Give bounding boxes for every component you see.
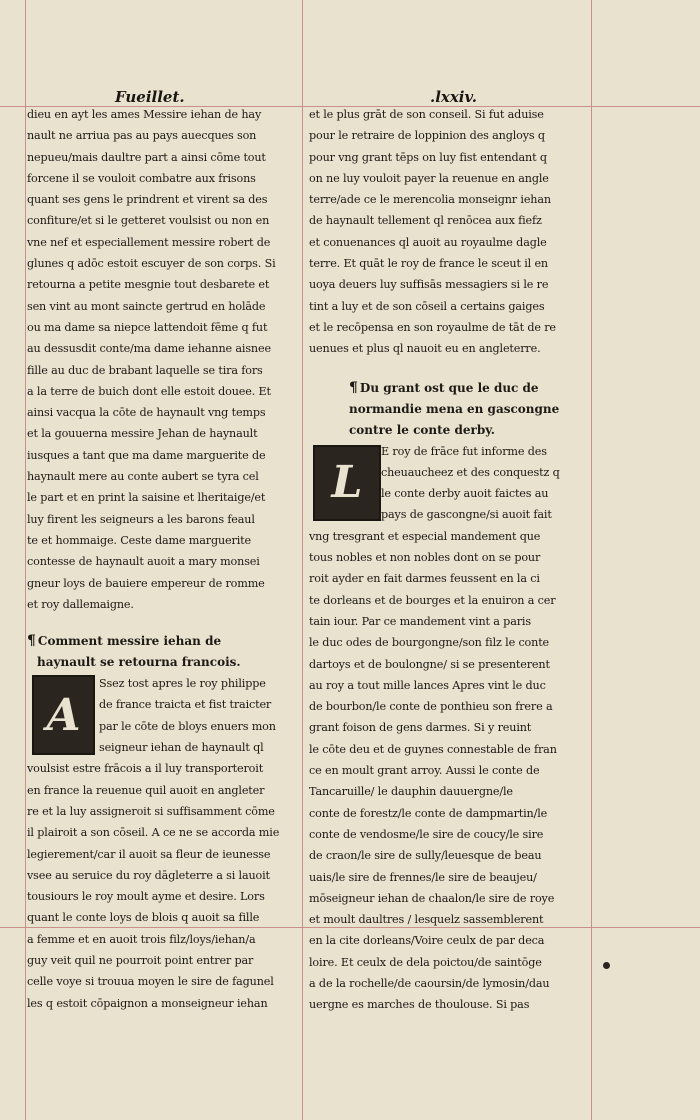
text-line: roit ayder en fait darmes feussent en la ci (309, 572, 540, 586)
left-column (27, 104, 295, 1014)
text-line: confiture/et si le getteret voulsist ou non en (27, 214, 270, 228)
text-line: et conuenances ql auoit au royaulme dagle (309, 235, 547, 249)
text-line: uais/le sire de frennes/le sire de beaujeu/ (309, 870, 537, 884)
folio-header-left: Fueillet. (115, 88, 185, 106)
text-line: le conte derby auoit faictes au (381, 487, 549, 501)
text-line: fille au duc de brabant laquelle se tira fors (27, 363, 263, 377)
text-line: pays de gascongne/si auoit fait (381, 508, 552, 522)
text-line: a la terre de buich dont elle estoit douee. Et (27, 384, 271, 398)
text-line: cheuaucheez et des conquestz q (381, 465, 560, 479)
decorated-initial: L (313, 445, 381, 521)
paragraph-mark-icon: ¶ (27, 633, 36, 650)
text-line: nepueu/mais daultre part a ainsi cōme tout (27, 150, 266, 164)
text-line: luy firent les seigneurs a les barons feaul (27, 512, 255, 526)
text-line: te et hommaige. Ceste dame marguerite (27, 533, 251, 547)
text-line: vsee au seruice du roy dāgleterre a si lauoit (27, 868, 270, 882)
margin-rule-left (25, 0, 26, 1120)
folio-header-right: .lxxiv. (430, 88, 477, 106)
text-line: et moult daultres / lesquelz sassemblerent (309, 913, 544, 927)
text-line: on ne luy vouloit payer la reuenue en angle (309, 171, 549, 185)
text-line: ainsi vacqua la cōte de haynault vng temps (27, 406, 266, 420)
column-rule-middle (302, 0, 303, 1120)
text-line: dartoys et de boulongne/ si se presenterent (309, 657, 550, 671)
chapter-heading (309, 378, 587, 399)
text-line: uoya deuers luy suffisās messagiers si le re (309, 278, 549, 292)
text-line: glunes q adōc estoit escuyer de son corps. Si (27, 257, 276, 271)
text-line: sen vint au mont saincte gertrud en holāde (27, 299, 266, 313)
text-line: en france la reuenue quil auoit en angleter (27, 783, 265, 797)
text-line: ou ma dame sa niepce lattendoit fēme q fut (27, 320, 268, 334)
text-line: gneur loys de bauiere empereur de romme (27, 576, 265, 590)
text-line: vne nef et especiallement messire robert de (27, 235, 271, 249)
text-line: au roy a tout mille lances Apres vint le duc (309, 678, 546, 692)
text-line: tousiours le roy moult ayme et desire. Lors (27, 890, 265, 904)
text-line: loire. Et ceulx de dela poictou/de saintōge (309, 955, 542, 969)
text-line: a de la rochelle/de caoursin/de lymosin/dau (309, 976, 550, 990)
text-line: de bourbon/le conte de ponthieu son frere a (309, 700, 553, 714)
text-line: tain iour. Par ce mandement vint a paris (309, 614, 531, 628)
text-line: il plairoit a son cōseil. A ce ne se accorda mie (27, 826, 280, 840)
text-line: quant ses gens le prindrent et virent sa des (27, 193, 268, 207)
text-line: conte de vendosme/le sire de coucy/le sire (309, 827, 544, 841)
text-line: guy veit quil ne pourroit point entrer par (27, 953, 254, 967)
text-line: de haynault tellement ql renōcea aux fiefz (309, 214, 542, 228)
text-line: nault ne arriua pas au pays auecques son (27, 129, 257, 143)
text-line: seigneur iehan de haynault ql (99, 741, 264, 755)
text-line: en la cite dorleans/Voire ceulx de par deca (309, 934, 545, 948)
paragraph-with-initial (27, 673, 295, 758)
ink-spot (603, 962, 610, 969)
text-line: contesse de haynault auoit a mary monsei (27, 555, 260, 569)
margin-rule-right (591, 0, 592, 1120)
text-line: te dorleans et de bourges et la enuiron a cer (309, 593, 556, 607)
chapter-heading-line: Comment messire iehan de (37, 634, 222, 649)
text-line: par le cōte de bloys enuers mon (99, 719, 276, 733)
text-line: legierement/car il auoit sa fleur de ieunesse (27, 847, 271, 861)
chapter-heading (27, 631, 295, 652)
text-line: et le recōpensa en son royaulme de tāt de re (309, 320, 556, 334)
text-line: forcene il se vouloit combatre aux frisons (27, 171, 256, 185)
text-line: le duc odes de bourgongne/son filz le conte (309, 636, 550, 650)
text-line: tous nobles et non nobles dont on se pour (309, 551, 541, 565)
chapter-heading-line: Du grant ost que le duc de (359, 380, 539, 395)
text-line: quant le conte loys de blois q auoit sa fille (27, 911, 260, 925)
text-line: tint a luy et de son cōseil a certains gaiges (309, 299, 545, 313)
text-line: le part et en print la saisine et lheritaige/et (27, 491, 266, 505)
text-line: et roy dallemaigne. (27, 597, 134, 611)
text-line: de craon/le sire de sully/leuesque de beau (309, 849, 542, 863)
text-line: de france traicta et fist traicter (99, 698, 272, 712)
chapter-heading-line: contre le conte derby. (349, 422, 495, 437)
text-line: et le plus grāt de son conseil. Si fut aduise (309, 108, 544, 121)
decorated-initial: A (32, 675, 95, 755)
paragraph-mark-icon: ¶ (349, 379, 358, 396)
text-line: vng tresgrant et especial mandement que (309, 529, 541, 543)
text-line: uergne es marches de thoulouse. Si pas (309, 998, 530, 1012)
text-line: au dessusdit conte/ma dame iehanne aisnee (27, 342, 271, 356)
text-line: le cōte deu et de guynes connestable de fran (309, 742, 557, 756)
text-line: conte de forestz/le conte de dampmartin/le (309, 806, 548, 820)
text-line: pour le retraire de loppinion des angloys q (309, 129, 545, 143)
text-line: celle voye si trouua moyen le sire de fagunel (27, 975, 274, 989)
text-line: Tancaruille/ le dauphin dauuergne/le (309, 785, 513, 799)
text-line: mōseigneur iehan de chaalon/le sire de roye (309, 891, 555, 905)
paragraph-with-initial (309, 441, 587, 526)
chapter-heading-line: normandie mena en gascongne (349, 401, 560, 416)
text-line: les q estoit cōpaignon a monseigneur iehan (27, 996, 268, 1010)
chapter-heading-line: haynault se retourna francois. (37, 655, 241, 670)
text-line: terre. Et quāt le roy de france le sceut il en (309, 257, 548, 271)
text-line: E roy de frāce fut informe des (381, 444, 547, 458)
text-line: voulsist estre frācois a il luy transporteroit (27, 762, 264, 776)
text-line: re et la luy assigneroit si suffisamment cōme (27, 804, 275, 818)
text-line: retourna a petite mesgnie tout desbarete et (27, 278, 270, 292)
text-line: ce en moult grant arroy. Aussi le conte de (309, 764, 540, 778)
text-line: et la gouuerna messire Jehan de haynault (27, 427, 258, 441)
text-line: dieu en ayt les ames Messire iehan de hay (27, 108, 262, 121)
text-line: haynault mere au conte aubert se tyra cel (27, 470, 259, 484)
text-line: terre/ade ce le merencolia monseignr iehan (309, 193, 551, 207)
text-line: grant foison de gens darmes. Si y reuint (309, 721, 532, 735)
text-line: uenues et plus ql nauoit eu en angleterre. (309, 342, 541, 356)
text-line: Ssez tost apres le roy philippe (99, 677, 266, 691)
text-line: iusques a tant que ma dame marguerite de (27, 448, 266, 462)
text-line: pour vng grant tēps on luy fist entendant q (309, 150, 547, 164)
text-line: a femme et en auoit trois filz/loys/iehan/a (27, 932, 256, 946)
right-column (309, 104, 587, 1016)
